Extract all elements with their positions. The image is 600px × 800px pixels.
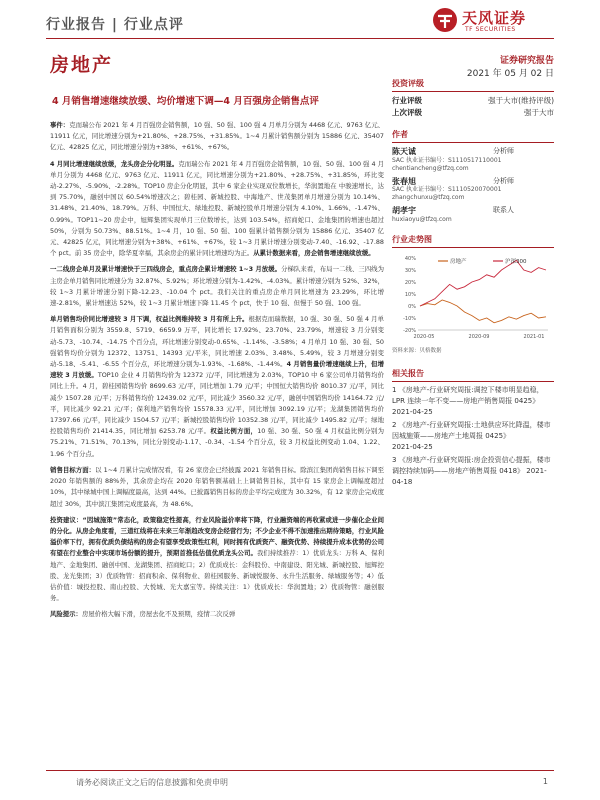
trend-chart — [392, 252, 554, 342]
author-email[interactable]: zhangchunxu@tfzq.com — [392, 194, 465, 201]
sidebar — [392, 78, 554, 488]
page-header — [46, 0, 554, 48]
paragraph-growth: 4 月同比增速继续放缓，龙头房企分化明显。克而瑞公布 2021 年 4 月百强房企销售额，10 强、50 强、100 强 4 月单月分别为 4468 亿元、9763 亿元、11911 亿元，同比增速分别为+21.80%、+28.75%、+31.85%，环比变动-2.27%、-5.90%、-2.28%。TOP10 房企分化明显，其中 6 家企业实现双位数增长，华润置地在 中骏速增长，达到 75.70%，融创中国以 60.54%增速次之；碧桂园、新城控股、中海地产、世茂集团单月增速分别为 10.14%、31.48%、21.40%、18.79%。万科、中国恒大、绿地控股、新城控股单月增速分别为 4.10%、1.66%、-1.47%、0.99%。TOP11~20 房企中，旭辉集团实现单月三位数增长，达到 103.54%，招商蛇口、金地集团的增速也超过 50%，分别为 50.73%、88.51%。1~4 月，10 强、50 强、100 强累计销售额分别为 15886 亿元、35407 亿元、42825 亿元，同比增速分别为+38%、+61%、+67%，较 1~3 月累计增速分别变动-7.40、-16.92、-17.88 个 pct。前 35 房企中，除华夏幸福，其余房企的累计同比增速均为正。从累计数据来看，房企销售增速继续放缓。 — [50, 159, 385, 258]
header-divider — [46, 38, 554, 39]
body-text — [50, 120, 384, 626]
author-email[interactable]: chentiancheng@tfzq.com — [392, 164, 469, 172]
paragraph-advice: 投资建议：“因城施策”常态化，政策稳定性提高，行业风险溢价率将下降，行业融资端的再收紧或进一步催化企业间的分化。从房企角度看，三道红线将在未来三年渐趋改变房企经营行为；不少企业不得不加速推出期待策略，行业风险溢价率下行，拥有优质负债结构的房企有望享受政策性红利，同时拥有优质资产、融资优势、持续提升成本优势的公司有望在行业整合中实现市场份额的提升，预期首推低估值优质龙头公司。我们持续推荐：1）优质龙头：万科 A、保利地产、金地集团、融创中国、龙湖集团、招商蛇口；2）优质成长：金科股份、中南建设、阳光城、新城控股、旭辉控股、龙光集团；3）优质物管：招商积余、保利物业、碧桂园服务、新城悦服务、永升生活服务、绿城服务等；4）低估价值：城投控股、南山控股、大悦城、光大嘉宝等。持续关注：1）优质成长：华润置地；2）优质物管：融创服务。 — [50, 515, 385, 603]
author-entry: 陈天诚 分析师 SAC 执业证书编号：S1110517110001 chentiancheng@tfzq.com — [392, 147, 554, 173]
report-title: 4 月销售增速继续放缓、均价增速下调—4 月百强房企销售点评 — [52, 96, 319, 107]
y-tick-label: 30% — [404, 267, 416, 274]
logo-en: TF SECURITIES — [465, 26, 516, 33]
logo-icon — [432, 7, 458, 33]
header-title: 行业报告 | 行业点评 — [46, 17, 184, 33]
company-logo — [432, 5, 554, 35]
x-tick-label: 2020-09 — [468, 333, 490, 340]
footer-disclaimer: 请务必阅读正文之后的信息披露和免责申明 — [76, 778, 228, 787]
y-tick-label: 0% — [408, 303, 416, 310]
trend-section-title: 行业走势图 — [392, 234, 554, 248]
y-tick-label: -20% — [403, 327, 416, 334]
paragraph-tiers: 一二线房企单月及累计增速快于三四线房企，重点房企累计增速较 1~3 月放缓。分梯队来看，布局一二线、三四线为主房企单月销售同比增速分为 32.87%、5.92%；环比增速分别为-1.42%、-4.03%。累计增速分别为 52%、32%，较 1~3 月累计增速分别下降-12.23、-10.04 个 pct。我们关注的重点房企单月同比增速为 23.29%，环比增速-2.81%，累计增速达 52%，较 1~3 月累计增速下降 11.45 个 pct，快于 10 强、但慢于 50 强、100 强。 — [50, 265, 385, 308]
report-type: 证券研究报告 — [499, 56, 554, 66]
rating-row: 上次评级 强于大市 — [392, 108, 554, 117]
series-line-0 — [420, 300, 546, 323]
author-entry: 张春旭 分析师 SAC 执业证书编号：S1110520070001 zhangchunxu@tfzq.com — [392, 177, 554, 203]
x-tick-label: 2021-01 — [523, 333, 545, 340]
author-email[interactable]: huxiaoyu@tfzq.com — [392, 215, 452, 223]
y-tick-label: 20% — [404, 279, 416, 286]
related-section-title: 相关报告 — [392, 368, 554, 382]
y-tick-label: -10% — [403, 315, 416, 322]
trend-chart-svg — [392, 252, 554, 342]
y-tick-label: 40% — [404, 255, 416, 262]
rating-section-title: 投资评级 — [392, 78, 554, 92]
rating-row: 行业评级 强于大市(维持评级) — [392, 96, 554, 105]
related-report[interactable]: 2 《房地产-行业研究周报:土地供应环比降温，楼市因城施策——房地产土地周报 0425》 2021-04-25 — [392, 420, 551, 451]
authors-section-title: 作者 — [392, 129, 554, 143]
series-line-1 — [420, 260, 546, 306]
x-tick-label: 2020-05 — [413, 333, 435, 340]
legend-label: 房地产 — [450, 258, 467, 265]
paragraph-targets: 销售目标方面：以 1~4 月累计完成情况看，有 26 家房企已经披露 2021 年销售目标。除滨江集团尚销售目标下调至 2020 年销售额的 88%外，其余房企均在 2020 年销售额基础上上调销售目标，其中有 15 家房企上调幅度超过 10%，其中绿城中国上调幅度最高，达到 44%。已披露销售目标的房企平均完成度为 30.32%，有 12 家房企完成度超过 30%，其中滨江集团完成度最高，为 48.6%。 — [50, 465, 384, 508]
paragraph-price: 单月销售均价同比增速较 3 月下调，权益比例维持较 3 月有所上升。根据克而瑞数据，10 强、30 强、50 强 4 月单月销售面积分别为 3559.8、5719、6659.9 万平，同比增长 17.92%、23.70%、23.79%，增速较 3 月分别变动-5.73、-10.74、-14.75 个百分点，环比增速分别变动-0.65%、-1.14%、-3.58%；4 月单月 10 强、30 强、50 强销售均价分别为 12372、13751、14393 元/平米，同比增速 2.03%、3.48%、5.49%，较 3 月增速分别变动-5.18、-5.41、-6.55 个百分点，环比增速分别为-1.93%、-1.68%、-1.44%。4 月销售量价增速继续上升，但增速较 3 月放缓。TOP10 企业 4 月销售均价为 12372 元/平，同比增速为 2.03%，TOP10 中 6 家公司单月销售均价同比上升。4 月，碧桂园销售均价 8699.63 元/平，同比增加 1.79 元/平；中国恒大销售均价 8010.37 元/平，同比减少 1507.28 元/平；万科销售均价 12439.02 元/平，同比减少 3560.32 元/平，融创中国销售均价 14164.72 元/平，同比减少 92.21 元/平；保利地产销售均价 15578.33 元/平，同比增加 3092.19 元/平；龙湖集团销售均价 17397.66 元/平，同比减少 1504.57 元/平；新城控股销售均价 10352.38 元/平，同比减少 1495.82 元/平；绿地控股销售均价 21414.35，同比增加 6253.78 元/平。权益比例方面，10 强、30 强、50 强 4 月权益比例分别为 75.21%、71.51%、70.13%，同比分别变动-1.17、-0.34、-1.54 个百分点，较 3 月权益比例变动 1.04、1.22、1.96 个百分点。 — [50, 315, 385, 458]
related-report[interactable]: 1 《房地产-行业研究周报:调控下楼市明显趋稳，LPR 连续一年不变——房地产销售周报 0425》 2021-04-25 — [392, 385, 544, 416]
industry-name: 房地产 — [50, 54, 114, 76]
author-entry: 胡孝宇 联系人 huxiaoyu@tfzq.com — [392, 206, 554, 224]
legend-label: 沪深300 — [505, 258, 527, 265]
logo-cn: 天风证券 — [462, 9, 527, 27]
chart-source: 资料来源：贝格数据 — [392, 347, 442, 354]
footer-divider — [46, 770, 554, 771]
paragraph-event: 事件：克而瑞公布 2021 年 4 月百强房企销售额，10 强、50 强、100 强 4 月单月分别为 4468 亿元、9763 亿元、11911 亿元，同比增速分别为+21.80%、+28.75%、+31.85%。1~4 月累计销售额分别为 15886 亿元、35407 亿元、42825 亿元，同比增速分别为+38%、+61%、+67%。 — [50, 121, 385, 152]
related-report[interactable]: 3 《房地产-行业研究周报:房企投资信心提振，楼市调控持续加码——房地产销售周报 0418》 2021-04-18 — [392, 455, 551, 486]
page-number: 1 — [542, 777, 548, 786]
paragraph-risk: 风险提示：房屋价格大幅下滑，房屋去化不及预期，疫情二次反弹 — [50, 610, 236, 619]
y-tick-label: 10% — [404, 291, 416, 298]
report-date: 2021 年 05 月 02 日 — [466, 69, 554, 79]
